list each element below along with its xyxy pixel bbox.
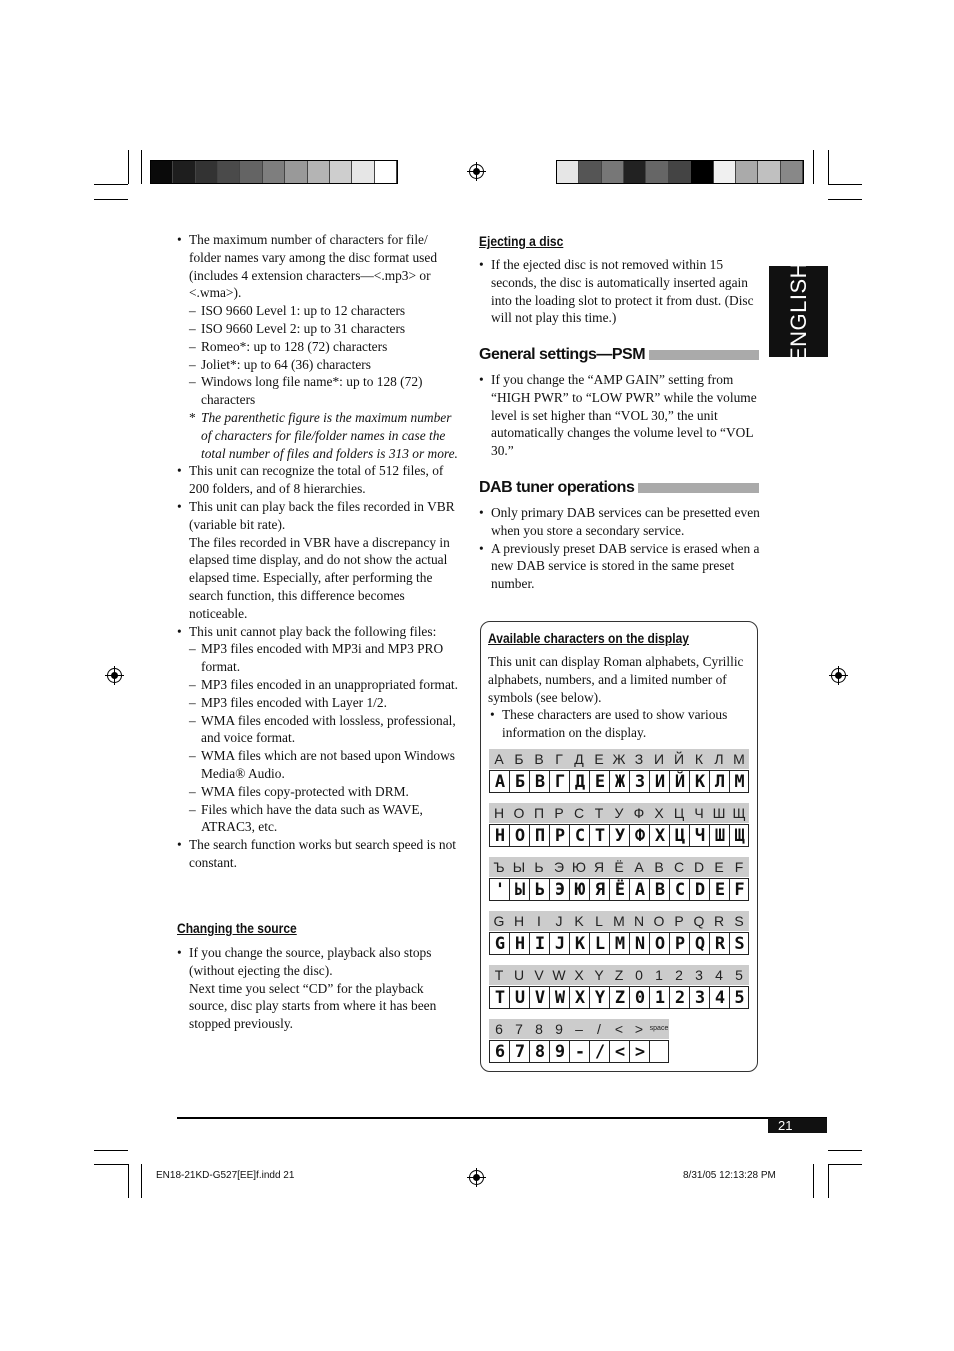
char-label: Ю — [569, 857, 589, 877]
char-lcd-glyph: C — [669, 878, 689, 901]
char-lcd-glyph: 6 — [489, 1040, 509, 1063]
char-lcd-glyph: 3 — [689, 986, 709, 1009]
char-lcd-glyph: R — [709, 932, 729, 955]
char-label: В — [529, 749, 549, 769]
char-lcd-glyph: I — [529, 932, 549, 955]
char-label: Ж — [609, 749, 629, 769]
char-label: Т — [589, 803, 609, 823]
color-swatch — [579, 161, 601, 183]
char-label: 9 — [549, 1019, 569, 1039]
list-item: – MP3 files encoded with Layer 1/2. — [177, 694, 459, 712]
list-item: • The maximum number of characters for file/ folder names vary among the disc format used (includes 4 extension characters—<.mp3> or <.wma>). — [177, 231, 459, 302]
registration-mark-icon — [469, 1170, 484, 1185]
char-lcd-glyph: Ж — [609, 770, 629, 793]
char-lcd-glyph: T — [489, 986, 509, 1009]
list-item: • A previously preset DAB service is erased when a new DAB service is stored in the same preset number. — [479, 540, 762, 593]
char-label: Z — [609, 965, 629, 985]
color-swatch — [602, 161, 624, 183]
char-lcd-glyph: Ч — [689, 824, 709, 847]
char-label: E — [709, 857, 729, 877]
list-item: • If the ejected disc is not removed within 15 seconds, the disc is automatically inserted again into the loading slot to protect it from dust. (Disc will not play this time.) — [479, 256, 762, 327]
char-lcd-glyph: Ь — [529, 878, 549, 901]
list-item: • Only primary DAB services can be presetted even when you store a secondary service. — [479, 504, 762, 540]
char-lcd-glyph: U — [509, 986, 529, 1009]
char-lcd-glyph: A — [629, 878, 649, 901]
char-lcd-glyph: B — [649, 878, 669, 901]
char-lcd-glyph: - — [569, 1040, 589, 1063]
char-lcd-glyph: L — [589, 932, 609, 955]
eject-text — [479, 256, 762, 327]
char-lcd-glyph: И — [649, 770, 669, 793]
registration-mark-icon — [469, 164, 484, 179]
char-label: O — [649, 911, 669, 931]
color-swatch — [557, 161, 579, 183]
char-label: Х — [649, 803, 669, 823]
char-label: 2 — [669, 965, 689, 985]
char-lcd-glyph: Q — [689, 932, 709, 955]
char-lcd-glyph: З — [629, 770, 649, 793]
char-lcd-glyph: 1 — [649, 986, 669, 1009]
list-item: – Joliet*: up to 64 (36) characters — [177, 356, 459, 374]
char-label-row — [489, 857, 749, 877]
list-item: • This unit can play back the files recorded in VBR (variable bit rate). — [177, 498, 459, 534]
char-label: Э — [549, 857, 569, 877]
char-label: 3 — [689, 965, 709, 985]
char-label: 1 — [649, 965, 669, 985]
char-label: – — [569, 1019, 589, 1039]
char-label: / — [589, 1019, 609, 1039]
footer-file: EN18-21KD-G527[EE]f.indd 21 — [156, 1170, 295, 1181]
char-label: Р — [549, 803, 569, 823]
char-lcd-glyph: X — [649, 824, 669, 847]
char-lcd-glyph: Y — [589, 986, 609, 1009]
char-lcd-glyph: C — [569, 824, 589, 847]
char-lcd-glyph: W — [549, 986, 569, 1009]
char-label: 6 — [489, 1019, 509, 1039]
char-label: Н — [489, 803, 509, 823]
color-swatch — [375, 161, 397, 183]
char-lcd-glyph: < — [609, 1040, 629, 1063]
general-settings-title: General settings—PSM — [479, 346, 646, 363]
char-lcd-glyph: O — [509, 824, 529, 847]
char-label: V — [529, 965, 549, 985]
char-label: З — [629, 749, 649, 769]
char-lcd-glyph: A — [489, 770, 509, 793]
char-label: 4 — [709, 965, 729, 985]
char-lcd-glyph: У — [609, 824, 629, 847]
color-swatch — [263, 161, 285, 183]
char-label: R — [709, 911, 729, 931]
char-lcd-glyph: Д — [569, 770, 589, 793]
char-lcd-glyph: T — [589, 824, 609, 847]
registration-mark-icon — [107, 668, 122, 683]
char-lcd-glyph: 0 — [629, 986, 649, 1009]
char-label: Ч — [689, 803, 709, 823]
char-label: Е — [589, 749, 609, 769]
list-item: • The search function works but search speed is not constant. — [177, 836, 459, 872]
char-label: Ъ — [489, 857, 509, 877]
char-label: L — [589, 911, 609, 931]
char-lcd-glyph: P — [669, 932, 689, 955]
char-label: W — [549, 965, 569, 985]
char-label: B — [649, 857, 669, 877]
char-lcd-glyph: P — [549, 824, 569, 847]
char-lcd-glyph: 5 — [729, 986, 749, 1009]
char-lcd-glyph: 4 — [709, 986, 729, 1009]
list-item: – Files which have the data such as WAVE, ATRAC3, etc. — [177, 801, 459, 837]
char-lcd-glyph: Й — [669, 770, 689, 793]
color-swatch — [151, 161, 173, 183]
footnote: * The parenthetic figure is the maximum number of characters for file/folder names in case the total number of files and folders is 313 or more. — [177, 409, 459, 462]
char-lcd-glyph: Я — [589, 878, 609, 901]
char-label: C — [669, 857, 689, 877]
char-lcd-glyph: ' — [489, 878, 509, 901]
char-label: X — [569, 965, 589, 985]
language-tab: ENGLISH — [769, 266, 828, 357]
char-label: Ё — [609, 857, 629, 877]
char-label: К — [689, 749, 709, 769]
heading-rule — [649, 350, 759, 360]
color-swatch — [669, 161, 691, 183]
char-label: С — [569, 803, 589, 823]
char-lcd-glyph: D — [689, 878, 709, 901]
char-lcd-glyph: Щ — [729, 824, 749, 847]
char-lcd-glyph: H — [509, 932, 529, 955]
char-lcd-row — [489, 932, 749, 955]
char-label: 7 — [509, 1019, 529, 1039]
char-label: О — [509, 803, 529, 823]
list-item: • These characters are used to show various information on the display. — [490, 706, 752, 742]
char-label: Щ — [729, 803, 749, 823]
left-column — [177, 231, 459, 872]
color-swatch — [624, 161, 646, 183]
registration-mark-icon — [831, 668, 846, 683]
char-lcd-glyph: O — [649, 932, 669, 955]
char-lcd-glyph: 9 — [549, 1040, 569, 1063]
eject-heading: Ejecting a disc — [479, 233, 564, 249]
char-label: N — [629, 911, 649, 931]
available-characters-heading: Available characters on the display — [488, 630, 689, 646]
list-item: – MP3 files encoded in an unappropriated format. — [177, 676, 459, 694]
color-swatch — [691, 161, 713, 183]
color-bar-left — [150, 160, 398, 184]
paragraph: The files recorded in VBR have a discrepancy in elapsed time display, and do not show the actual elapsed time. Especially, after performing the search function, this difference becomes noticeable. — [189, 534, 450, 621]
list-item: – Romeo*: up to 128 (72) characters — [177, 338, 459, 356]
list-item: – MP3 files encoded with MP3i and MP3 PRO format. — [177, 640, 459, 676]
char-label: space — [649, 1019, 669, 1039]
char-label: D — [689, 857, 709, 877]
available-characters-text — [488, 653, 752, 742]
char-label: T — [489, 965, 509, 985]
char-lcd-glyph: Ц — [669, 824, 689, 847]
char-lcd-row — [489, 878, 749, 901]
char-label-row — [489, 911, 749, 931]
color-swatch — [646, 161, 668, 183]
char-lcd-glyph: N — [629, 932, 649, 955]
color-bar-right — [556, 160, 804, 184]
char-label: Ы — [509, 857, 529, 877]
footer-date: 8/31/05 12:13:28 PM — [683, 1170, 776, 1181]
color-swatch — [218, 161, 240, 183]
char-label: Ш — [709, 803, 729, 823]
list-item: • If you change the source, playback also stops (without ejecting the disc). — [177, 944, 459, 980]
char-lcd-glyph: E — [589, 770, 609, 793]
char-lcd-row — [489, 986, 749, 1009]
char-label: K — [569, 911, 589, 931]
char-label: А — [489, 749, 509, 769]
char-lcd-glyph: M — [729, 770, 749, 793]
char-lcd-glyph: F — [729, 878, 749, 901]
char-label-row — [489, 1019, 669, 1039]
color-swatch — [781, 161, 803, 183]
char-lcd-glyph — [649, 1040, 669, 1063]
char-label: Г — [549, 749, 569, 769]
page-number: 21 — [768, 1118, 827, 1133]
char-label-row — [489, 965, 749, 985]
color-swatch — [196, 161, 218, 183]
char-lcd-glyph: Б — [509, 770, 529, 793]
color-swatch — [173, 161, 195, 183]
color-swatch — [758, 161, 780, 183]
char-lcd-glyph: Ш — [709, 824, 729, 847]
heading-rule — [638, 483, 759, 493]
char-lcd-glyph: E — [709, 878, 729, 901]
general-settings-heading — [479, 346, 759, 364]
char-label: 5 — [729, 965, 749, 985]
char-lcd-glyph: J — [549, 932, 569, 955]
char-lcd-row — [489, 824, 749, 847]
paragraph: Next time you select “CD” for the playback source, disc play starts from where it has been stopped previously. — [189, 980, 437, 1032]
color-swatch — [352, 161, 374, 183]
color-swatch — [330, 161, 352, 183]
char-lcd-glyph: П — [529, 824, 549, 847]
char-lcd-glyph: S — [729, 932, 749, 955]
char-lcd-glyph: H — [489, 824, 509, 847]
char-lcd-glyph: Л — [709, 770, 729, 793]
char-lcd-glyph: / — [589, 1040, 609, 1063]
char-lcd-glyph: Ф — [629, 824, 649, 847]
char-label: < — [609, 1019, 629, 1039]
char-lcd-glyph: 2 — [669, 986, 689, 1009]
char-lcd-glyph: K — [569, 932, 589, 955]
list-item: – WMA files which are not based upon Windows Media® Audio. — [177, 747, 459, 783]
char-lcd-glyph: 7 — [509, 1040, 529, 1063]
color-swatch — [736, 161, 758, 183]
char-lcd-glyph: B — [529, 770, 549, 793]
char-label: Д — [569, 749, 589, 769]
char-lcd-glyph: Г — [549, 770, 569, 793]
color-swatch — [308, 161, 330, 183]
char-label: Ф — [629, 803, 649, 823]
char-label: G — [489, 911, 509, 931]
char-lcd-glyph: Ы — [509, 878, 529, 901]
color-swatch — [285, 161, 307, 183]
dab-heading — [479, 479, 759, 497]
char-label: Q — [689, 911, 709, 931]
color-swatch — [714, 161, 736, 183]
char-label: Ь — [529, 857, 549, 877]
char-label: М — [729, 749, 749, 769]
dab-text — [479, 504, 762, 593]
list-item: • This unit can recognize the total of 512 files, of 200 folders, and of 8 hierarchies. — [177, 462, 459, 498]
changing-source-heading: Changing the source — [177, 920, 297, 936]
char-lcd-glyph: X — [569, 986, 589, 1009]
char-lcd-glyph: K — [689, 770, 709, 793]
char-lcd-glyph: Ё — [609, 878, 629, 901]
general-settings-text — [479, 371, 762, 460]
char-label: П — [529, 803, 549, 823]
dab-title: DAB tuner operations — [479, 479, 635, 496]
char-label: Y — [589, 965, 609, 985]
list-item: • If you change the “AMP GAIN” setting from “HIGH PWR” to “LOW PWR” while the volume level is set higher than “VOL 30,” the unit automatically changes the volume level to “VOL 30.” — [479, 371, 762, 460]
char-label: A — [629, 857, 649, 877]
char-label: M — [609, 911, 629, 931]
color-swatch — [240, 161, 262, 183]
paragraph: This unit can display Roman alphabets, Cyrillic alphabets, numbers, and a limited number of symbols (see below). — [488, 654, 744, 705]
list-item: – ISO 9660 Level 1: up to 12 characters — [177, 302, 459, 320]
char-lcd-glyph: > — [629, 1040, 649, 1063]
char-lcd-glyph: Ю — [569, 878, 589, 901]
list-item: – ISO 9660 Level 2: up to 31 characters — [177, 320, 459, 338]
char-label: > — [629, 1019, 649, 1039]
list-item: – WMA files copy-protected with DRM. — [177, 783, 459, 801]
char-label: S — [729, 911, 749, 931]
char-lcd-row — [489, 1040, 669, 1063]
char-label: Ц — [669, 803, 689, 823]
list-item: • This unit cannot play back the following files: — [177, 623, 459, 641]
char-lcd-glyph: Z — [609, 986, 629, 1009]
char-lcd-glyph: G — [489, 932, 509, 955]
char-label-row — [489, 749, 749, 769]
char-lcd-row — [489, 770, 749, 793]
char-label: P — [669, 911, 689, 931]
char-lcd-glyph: V — [529, 986, 549, 1009]
char-label: F — [729, 857, 749, 877]
char-label: Б — [509, 749, 529, 769]
char-label: У — [609, 803, 629, 823]
char-label: U — [509, 965, 529, 985]
char-label: Я — [589, 857, 609, 877]
changing-source-text — [177, 944, 459, 1033]
list-item: – Windows long file name*: up to 128 (72) characters — [177, 373, 459, 409]
char-label: H — [509, 911, 529, 931]
char-lcd-glyph: Э — [549, 878, 569, 901]
char-label: J — [549, 911, 569, 931]
footer-rule — [177, 1117, 827, 1119]
list-item: – WMA files encoded with lossless, professional, and voice format. — [177, 712, 459, 748]
char-lcd-glyph: 8 — [529, 1040, 549, 1063]
char-label: I — [529, 911, 549, 931]
char-label-row — [489, 803, 749, 823]
char-label: Й — [669, 749, 689, 769]
char-label: 8 — [529, 1019, 549, 1039]
char-lcd-glyph: M — [609, 932, 629, 955]
char-label: 0 — [629, 965, 649, 985]
char-label: И — [649, 749, 669, 769]
char-label: Л — [709, 749, 729, 769]
